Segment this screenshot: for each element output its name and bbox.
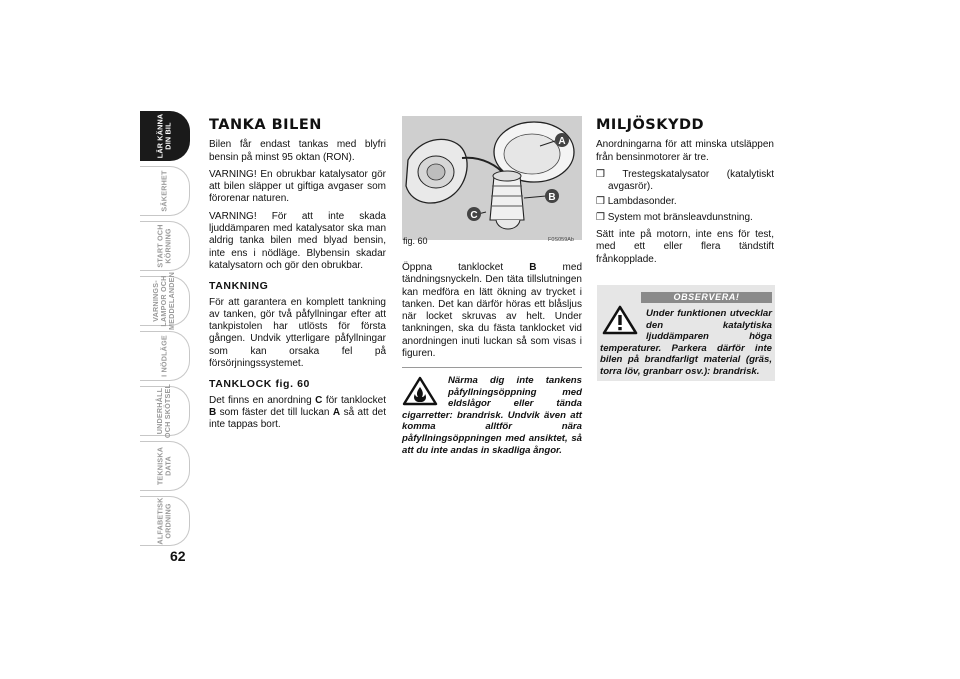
- warning-text: Närma dig inte tankens påfyllningsöppning med eldslågor eller tända cigarretter: brandrisk. Undvik även att komma alltför nära påfyllningsöppningen med ansiktet, så att du inte andas in skadliga ångor.: [402, 375, 582, 456]
- paragraph: Bilen får endast tankas med blyfri bensin på minst 95 oktan (RON).: [209, 139, 386, 163]
- fuel-cap-figure: [402, 116, 582, 240]
- tab-sakerhet[interactable]: [140, 166, 190, 216]
- tab-start-och-korning[interactable]: [140, 221, 190, 271]
- figure-code: F0S059Ab: [548, 237, 574, 243]
- tab-underhall[interactable]: [140, 383, 190, 439]
- tab-label: SÄKERHET: [159, 170, 169, 212]
- tab-label: LÄR KÄNNA DIN BIL: [155, 113, 173, 159]
- warning-triangle-icon: [602, 305, 638, 335]
- section-title: TANKA BILEN: [209, 117, 322, 133]
- chapter-tabs: [140, 111, 192, 551]
- list-item: ❒ Trestegskatalysator (katalytiskt avgasrör).: [596, 168, 774, 193]
- figure-caption: fig. 60: [403, 236, 428, 246]
- left-column: [209, 119, 386, 437]
- paragraph: För att garantera en komplett tankning av tanken, gör två påfyllningar efter att tankpistolen har utlösts för första gången. Undvik ytterligare påfyllningar som kan orsaka fel på försörjningssystemet.: [209, 296, 386, 370]
- middle-column: [402, 262, 582, 365]
- subheading: TANKLOCK fig. 60: [209, 378, 310, 391]
- right-column: [596, 119, 774, 271]
- tab-label: ALFABETISK ORDNING: [155, 497, 173, 545]
- tab-label: UNDERHÅLL OCH SKÖTSEL: [155, 383, 173, 439]
- fire-warning: [402, 367, 582, 456]
- tab-label: TEKNISKA DATA: [155, 446, 173, 486]
- list-item: ❒ Lambdasonder.: [596, 196, 677, 208]
- list-item: ❒ System mot bränsleavdunstning.: [596, 211, 753, 223]
- label-b: B: [548, 192, 556, 203]
- observe-badge: OBSERVERA!: [641, 292, 772, 303]
- fire-warning-icon: [402, 376, 438, 406]
- tab-i-nodlage[interactable]: [140, 331, 190, 381]
- tab-varningslampor[interactable]: [140, 271, 190, 331]
- device-list: [596, 169, 774, 224]
- tab-label: VARNINGS- LAMPOR OCH MEDDELANDEN: [151, 271, 177, 331]
- tab-alfabetisk-ordning[interactable]: [140, 496, 190, 546]
- paragraph: Öppna tanklocket B med tändningsnyckeln. Den täta tillslutningen kan medföra en lätt ökning av trycket i tanken. Det kan därför höras ett blåsljus när locket skruvas av helt. Under tankningen, ska du fästa tanklocket vid anordningen inuti luckan så som visas i figuren.: [402, 262, 583, 360]
- paragraph: VARNING! För att inte skada ljuddämparen med katalysator ska man aldrig tanka bilen med blyad bensin, inte ens i nödläge. Blybensin skadar katalysatorn och gör den obrukbar.: [209, 210, 386, 271]
- tab-label: I NÖDLÄGE: [159, 335, 169, 377]
- tab-tekniska-data[interactable]: [140, 441, 190, 491]
- label-a: A: [558, 136, 566, 147]
- tab-label: START OCH KÖRNING: [155, 224, 173, 268]
- fuel-cap-illustration: [402, 116, 582, 240]
- subheading: TANKNING: [209, 280, 269, 293]
- label-c: C: [470, 210, 478, 221]
- paragraph: Det finns en anordning C för tanklocket B som fäster det till luckan A så att det inte tappas bort.: [209, 394, 386, 431]
- paragraph: VARNING! En obrukbar katalysator gör att bilen släpper ut giftiga avgaser som förorenar naturen.: [209, 168, 386, 205]
- observe-text: Under funktionen utvecklar den katalytiska ljuddämparen höga temperaturer. Parkera därför inte bilen på brandfarligt material (gräs, torra löv, granbarr osv.): brandrisk.: [600, 308, 772, 378]
- tab-lar-kanna-din-bil[interactable]: [140, 111, 190, 161]
- paragraph: Sätt inte på motorn, inte ens för test, med ett eller flera tändstift frånkopplade.: [596, 229, 774, 265]
- paragraph: Anordningarna för att minska utsläppen från bensinmotorer är tre.: [596, 139, 774, 163]
- section-title: MILJÖSKYDD: [596, 117, 705, 133]
- page-number: 62: [170, 548, 186, 564]
